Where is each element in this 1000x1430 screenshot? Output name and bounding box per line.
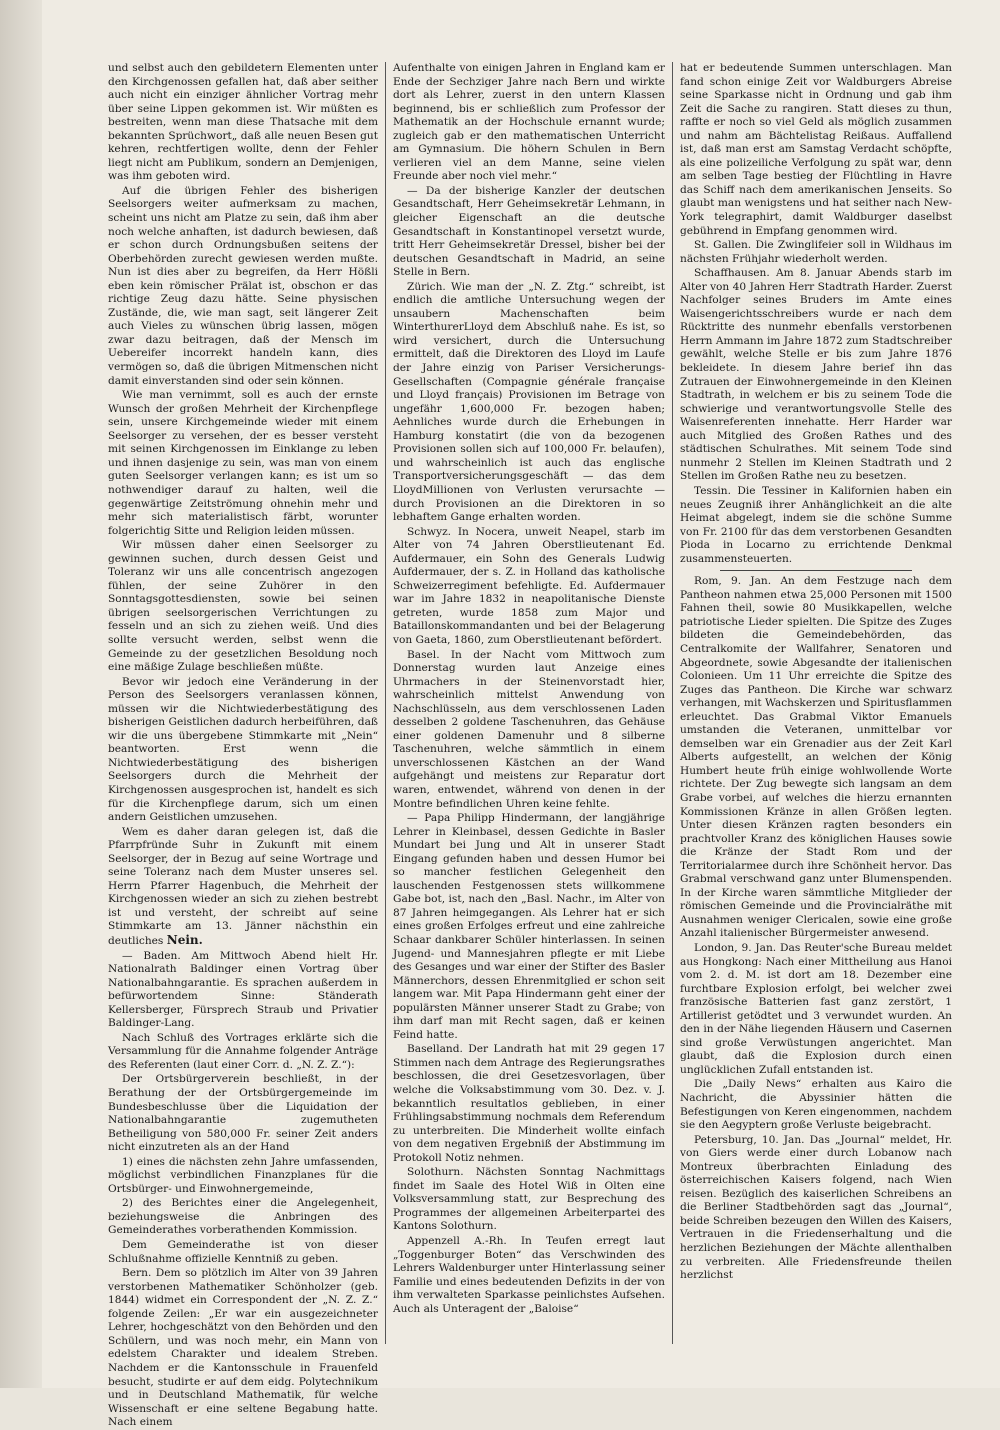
col1-paragraph: Nach Schluß des Vortrages erklärte sich die Versammlung für die Annahme folgender Anträge des Referenten (laut einer Corr. d. „N. Z. Z.“):: [108, 1031, 378, 1071]
col1-paragraph-text: Wem es daher daran gelegen ist, daß die Pfarrpfründe Suhr in Zukunft mit einem Seelsorger, der in Bezug auf seine Wortrage und seine Toleranz nach dem Muster unseres sel. Herrn Pfarrer Hagenbuch, die Mehrheit der Kirchgenossen wieder an sich zu ziehen bestrebt ist und versteht, der schreibt auf seine Stimmkarte am 13. Jänner nächsthin ein deutliches: [108, 825, 378, 947]
col2-paragraph: Basel. In der Nacht vom Mittwoch zum Donnerstag wurden laut Anzeige eines Uhrmachers in der Steinenvorstadt hier, wahrscheinlich mittelst Anwendung von Nachschlüsseln, aus dem verschlossenen Laden desselben 2 goldene Taschenuhren, das Gehäuse einer goldenen Damenuhr und 8 silberne Taschenuhren, welche sämmtlich in einem unverschlossenen Kästchen an der Wand aufgehängt und meistens zur Reparatur dort waren, entwendet, während von denen in der Montre befindlichen Uhren keine fehlte.: [393, 648, 665, 810]
col1-paragraph: und selbst auch den gebildetern Elementen unter den Kirchgenossen gefallen hat, daß aber seither auch nicht ein einziger ähnlicher Vortrag mehr über seine Lippen gekommen ist. Wir müßten es bestreiten, wenn man diese Thatsache mit dem bekannten Sprüchwort„ daß alle neuen Besen gut kehren, rechtfertigen wollte, denn der Fehler liegt nicht am Publikum, sondern an Demjenigen, was ihm geboten wird.: [108, 62, 378, 183]
col3-paragraph: Schaffhausen. Am 8. Januar Abends starb im Alter von 40 Jahren Herr Stadtrath Harder. Zuerst Nachfolger seines Bruders im Amte eines Waisengerichtsschreibers wurde er nach dem Rücktritte des nunmehr ebenfalls verstorbenen Herrn Ammann im Jahre 1872 zum Stadtschreiber gewählt, welche Stelle er bis zum Jahre 1876 bekleidete. In diesem Jahre berief ihn das Zutrauen der Einwohnergemeinde in den Kleinen Stadtrath, in welchem er bis zu seinem Tode die schwierige und verantwortungsvolle Stelle des Waisenreferenten innehatte. Herr Harder war auch Mitglied des Großen Rathes und des städtischen Schulrathes. Mit seinem Tode sind nunmehr 2 Stellen im Kleinen Stadtrath und 2 Stellen im Großen Rathe neu zu besetzen.: [680, 267, 952, 483]
col2-paragraph: Schwyz. In Nocera, unweit Neapel, starb im Alter von 74 Jahren Oberstlieutenant Ed. Aufdermauer, ein Sohn des Generals Ludwig Aufdermauer, der s. Z. in Holland das katholische Schweizerregiment befehligte. Ed. Aufdermauer war im Jahre 1832 in neapolitanische Dienste getreten, wurde 1858 zum Major und Bataillonskommandanten und bei der Belagerung von Gaeta, 1860, zum Oberstlieutenant befördert.: [393, 525, 665, 646]
col2-paragraph: Solothurn. Nächsten Sonntag Nachmittags findet im Saale des Hotel Wiß in Olten eine Volksversammlung statt, zur Besprechung des Programmes der allgemeinen Arbeiterpartei des Kantons Solothurn.: [393, 1166, 665, 1233]
col3-paragraph: Tessin. Die Tessiner in Kalifornien haben ein neues Zeugniß ihrer Anhänglichkeit an die alte Heimat abgelegt, indem sie die schöne Summe von Fr. 2100 für das dem verstorbenen Gesandten Pioda in Locarno zu errichtende Denkmal zusammensteuerten.: [680, 484, 952, 565]
section-separator: [720, 570, 912, 571]
col1-paragraph: [108, 826, 378, 949]
col3-paragraph: Petersburg, 10. Jan. Das „Journal“ meldet, Hr. von Giers werde einer durch Lobanow nach Montreux überbrachten Einladung des österreichischen Kaisers folgend, nach Wien reisen. Bezüglich des kaiserlichen Schreibens an die Berliner Stadtbehörden sagt das „Journal“, beide Schreiben bezeugen den Willen des Kaisers, Vertrauen in die Friedenserhaltung und die herzlichen Beziehungen der Mächte allenthalben zu verbreiten. Alle Friedensfreunde theilen herzlichst: [680, 1133, 952, 1282]
col1-paragraph: Auf die übrigen Fehler des bisherigen Seelsorgers weiter aufmerksam zu machen, scheint uns nicht am Platze zu sein, daß ihm aber noch welche anhaften, ist dadurch bewiesen, daß er schon durch Ordnungsbußen seitens der Oberbehörden zurecht gewiesen werden mußte. Nun ist dies aber zu begreifen, da Herr Hößli eben kein römischer Prälat ist, obschon er das richtige Zeug dazu hätte. Seine physischen Zustände, die, wie man sagt, seit längerer Zeit auch Vieles zu wünschen übrig lassen, mögen zwar dazu beitragen, daß der Mensch im Uebereifer incorrekt handeln kann, dies vermögen so, daß die übrigen Mitmenschen nicht damit einverstanden sind oder sein können.: [108, 184, 378, 387]
col1-paragraph: Bevor wir jedoch eine Veränderung in der Person des Seelsorgers veranlassen können, müssen wir die Nichtwiederbestätigung des bisherigen Geistlichen dadurch herbeiführen, daß wir die uns übergebene Stimmkarte mit „Nein“ beantworten. Erst wenn die Nichtwiederbestätigung des bisherigen Seelsorgers durch die Mehrheit der Kirchgenossen ausgesprochen ist, handelt es sich für die Kirchenpflege darum, sich um einen andern Geistlichen umzusehen.: [108, 675, 378, 824]
col2-paragraph: — Papa Philipp Hindermann, der langjährige Lehrer in Kleinbasel, dessen Gedichte in Basler Mundart bei Jung und Alt in unserer Stadt Eingang gefunden haben und dessen Humor bei so mancher festlichen Gelegenheit den lauschenden Festgenossen stets willkommene Gabe bot, ist, nach den „Basl. Nachr., im Alter von 87 Jahren heimgegangen. Als Lehrer hat er sich eines großen Erfolges erfreut und eine zahlreiche Schaar dankbarer Schüler hinterlassen. In seinen Jugend- und Mannesjahren pflegte er mit Liebe des Gesanges und war einer der Stifter des Basler Männerchors, dessen Ehrenmitglied er schon seit langem war. Mit Papa Hindermann geht einer der populärsten Männer unserer Stadt zu Grabe; von ihm darf man mit Recht sagen, daß er keinen Feind hatte.: [393, 812, 665, 1041]
col2-paragraph: Appenzell A.-Rh. In Teufen erregt laut „Toggenburger Boten“ das Verschwinden des Lehrers Waldenburger unter Hinterlassung seiner Familie und eines bedeutenden Defizits in der von ihm verwalteten Sparkasse peinlichstes Aufsehen. Auch als Unteragent der „Baloise“: [393, 1235, 665, 1315]
col2-paragraph: Zürich. Wie man der „N. Z. Ztg.“ schreibt, ist endlich die amtliche Untersuchung wegen der unsaubern Machenschaften beim WinterthurerLloyd dem Abschluß nahe. Es ist, so wird versichert, durch die Untersuchung ermittelt, daß die Direktoren des Lloyd im Laufe der Jahre einzig von Pariser Versicherungs-Gesellschaften (Compagnie générale française und Lloyd français) Provisionen im Betrage von ungefähr 1,600,000 Fr. bezogen haben; Aehnliches wurde durch die Erhebungen in Hamburg konstatirt (die von da bezogenen Provisionen sollen sich auf 100,000 Fr. belaufen), und wahrscheinlich ist auch das englische Transportversicherungsgeschäft — das dem LloydMillionen von Verlusten verursachte — durch Provisionen an die Direktoren in so lebhaftem Gange erhalten worden.: [393, 280, 665, 524]
col1-paragraph: Der Ortsbürgerverein beschließt, in der Berathung der der Ortsbürgergemeinde im Bundesbeschlusse über die Liquidation der Nationalbahngarantie zugemutheten Betheiligung von 580,000 Fr. seiner Zeit anders nicht einzutreten als an der Hand: [108, 1073, 378, 1154]
col3-paragraph: Die „Daily News“ erhalten aus Kairo die Nachricht, die Abyssinier hätten die Befestigungen von Keren eingenommen, nachdem sie den Aegyptern große Verluste beigebracht.: [680, 1078, 952, 1132]
col3-paragraph: Rom, 9. Jan. An dem Festzuge nach dem Pantheon nahmen etwa 25,000 Personen mit 1500 Fahnen theil, sowie 80 Musikkapellen, welche patriotische Lieder spielten. Die Spitze des Zuges bildeten die Gemeindebehörden, das Centralkomite der Wallfahrer, Senatoren und Abgeordnete, sowie Abgesandte der italienischen Colonieen. Um 11 Uhr erreichte die Spitze des Zuges das Pantheon. Die Kirche war schwarz verhangen, mit Wachskerzen und Spiritusflammen erleuchtet. Das Grabmal Viktor Emanuels umstanden die Veteranen, unmittelbar vor demselben war ein Grenadier aus der Zeit Karl Alberts aufgestellt, an welchen der König Humbert heute früh einige wohlwollende Worte richtete. Der Zug bewegte sich langsam an dem Grabe vorbei, auf welches die hierzu ernannten Kommissionen Kränze in allen Größen legten. Unter diesen Kränzen ragten besonders ein prachtvoller Kranz des königlichen Hauses sowie die Kränze der Stadt Rom und der Territorialarmee durch ihre Schönheit hervor. Das Grabmal verschwand ganz unter Blumenspenden. In der Kirche waren sämmtliche Mitglieder der römischen Gemeinde und die Provincialräthe mit Ausnahmen weniger Clericalen, sowie eine große Anzahl italienischer Bürgermeister anwesend.: [680, 575, 952, 940]
col1-paragraph: Dem Gemeinderathe ist von dieser Schlußnahme offizielle Kenntniß zu geben.: [108, 1239, 378, 1265]
column-divider: [672, 62, 673, 1344]
col3-paragraph: hat er bedeutende Summen unterschlagen. Man fand schon einige Zeit vor Waldburgers Abreise seine Sparkasse nicht in Ordnung und gab ihm Zeit die Sache zu rangiren. Statt dieses zu thun, raffte er noch so viel Geld als möglich zusammen und nahm am Bächtelistag Reißaus. Auffallend ist, daß man erst am Samstag Verdacht schöpfte, als eine polizeiliche Verfolgung zu spät war, denn am selben Tage bestieg der Flüchtling in Havre das Schiff nach dem amerikanischen Jenseits. So glaubt man wenigstens und hat seither nach New-York telegraphirt, damit Waldburger daselbst gebührend in Empfang genommen wird.: [680, 62, 952, 237]
col2-paragraph: Baselland. Der Landrath hat mit 29 gegen 17 Stimmen nach dem Antrage des Regierungsrathes beschlossen, die drei Gesetzesvorlagen, über welche die Volksabstimmung vom 30. Dez. v. J. bekanntlich resultatlos geblieben, in einer Frühlingsabstimmung nochmals dem Referendum zu unterbreiten. Die Minderheit wollte einfach von dem negativen Ergebniß der Abstimmung im Protokoll Notiz nehmen.: [393, 1043, 665, 1164]
column-3: [680, 62, 952, 1352]
page-edge: [0, 0, 42, 1388]
column-2: [393, 62, 665, 1352]
col2-paragraph: — Da der bisherige Kanzler der deutschen Gesandtschaft, Herr Geheimsekretär Lehmann, in gleicher Eigenschaft an die deutsche Gesandtschaft in Konstantinopel versetzt wurde, tritt Herr Geheimsekretär Dressel, bisher bei der deutschen Gesandtschaft in Madrid, an seine Stelle in Bern.: [393, 184, 665, 279]
nein-emphasis: Nein.: [166, 933, 203, 947]
col3-paragraph: St. Gallen. Die Zwinglifeier soll in Wildhaus im nächsten Frühjahr wiederholt werden.: [680, 239, 952, 265]
column-1: [108, 62, 378, 1429]
column-divider: [385, 62, 386, 1344]
col1-paragraph: Bern. Dem so plötzlich im Alter von 39 Jahren verstorbenen Mathematiker Schönholzer (geb. 1844) widmet ein Correspondent der „N. Z. Z.“ folgende Zeilen: „Er war ein ausgezeichneter Lehrer, hochgeschätzt von den Behörden und den Schülern, und was noch mehr, ein Mann von edelstem Charakter und idealem Streben. Nachdem er die Kantonsschule in Frauenfeld besucht, studirte er auf dem eidg. Polytechnikum und in Deutschland Mathematik, für welche Wissenschaft er eine seltene Begabung hatte. Nach einem: [108, 1267, 378, 1429]
col1-paragraph: Wir müssen daher einen Seelsorger zu gewinnen suchen, durch dessen Geist und Toleranz wir uns alle concentrisch angezogen fühlen, der seine Zuhörer in den Sonntagsgottesdiensten, sowie bei seinen übrigen seelsorgerischen Verrichtungen zu fesseln und an sich zu ziehen weiß. Und dies sollte versucht werden, selbst wenn die Gemeinde zu der gesetzlichen Besoldung noch eine mäßige Zulage beschließen müßte.: [108, 539, 378, 674]
col1-paragraph: 1) eines die nächsten zehn Jahre umfassenden, möglichst verbindlichen Finanzplanes für die Ortsbürger- und Einwohnergemeinde,: [108, 1155, 378, 1195]
col3-paragraph: London, 9. Jan. Das Reuter'sche Bureau meldet aus Hongkong: Nach einer Mittheilung aus Hanoi vom 2. d. M. ist dort am 18. Dezember eine furchtbare Explosion erfolgt, bei welcher zwei französische Batterien fast ganz zerstört, 1 Artillerist getödtet und 3 verwundet wurden. An den in der Nähe liegenden Häusern und Casernen sind große Verwüstungen angerichtet. Man glaubt, daß die Explosion durch einen unglücklichen Zufall entstanden ist.: [680, 942, 952, 1076]
col1-paragraph: — Baden. Am Mittwoch Abend hielt Hr. Nationalrath Baldinger einen Vortrag über Nationalbahngarantie. Es sprachen außerdem in befürwortendem Sinne: Ständerath Kellersberger, Fürsprech Straub und Privatier Baldinger-Lang.: [108, 949, 378, 1030]
col1-paragraph: Wie man vernimmt, soll es auch der ernste Wunsch der großen Mehrheit der Kirchenpflege sein, unsere Kirchgemeinde wieder mit einem Seelsorger zu versehen, der es besser versteht mit seinen Kirchgenossen im Einklange zu leben und ihnen dasjenige zu sein, was man von einem guten Seelsorger verlangen kann; es ist um so nothwendiger darauf zu halten, weil die gegenwärtige Zeitströmung ohnehin mehr und mehr sich materialistisch färbt, worunter folgerichtig Sitte und Religion leiden müssen.: [108, 389, 378, 537]
col1-paragraph: 2) des Berichtes einer die Angelegenheit, beziehungsweise die Anbringen des Gemeinderathes vorberathenden Kommission.: [108, 1197, 378, 1237]
col2-paragraph: Aufenthalte von einigen Jahren in England kam er Ende der Sechziger Jahre nach Bern und wirkte dort als Lehrer, zuerst in den untern Klassen beginnend, bis er schließlich zum Professor der Mathematik an der Hochschule ernannt wurde; zugleich gab er den mathematischen Unterricht am Gymnasium. Die höhern Schulen in Bern verlieren viel an dem Manne, seine vielen Freunde aber noch viel mehr.“: [393, 62, 665, 183]
